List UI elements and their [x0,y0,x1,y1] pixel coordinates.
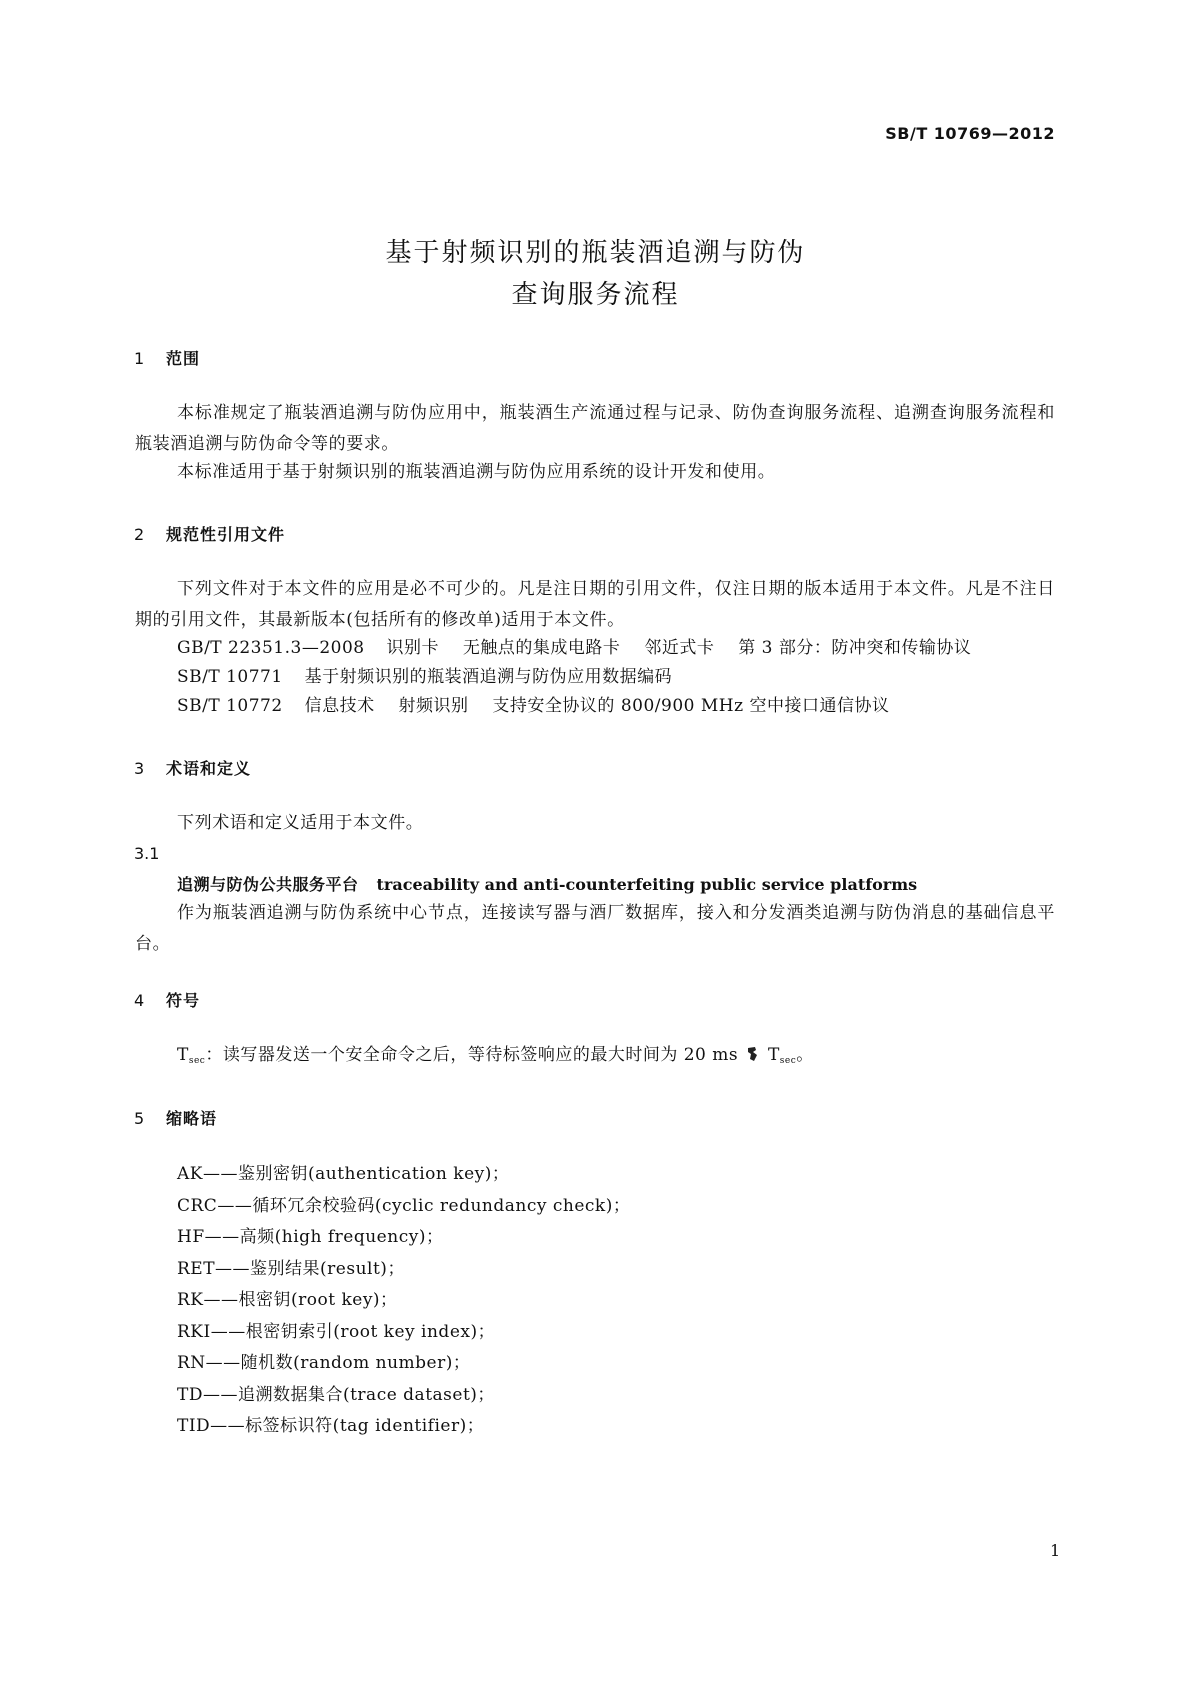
abbreviation-item: TD——追溯数据集合(trace dataset)； [177,1384,495,1405]
reference-title-part: 识别卡 [386,638,440,658]
reference-title-part: 第 3 部分：防冲突和传输协议 [738,638,972,658]
abbreviation-item: RET——鉴别结果(result)； [177,1258,405,1279]
abbreviation-item: RKI——根密钥索引(root key index)； [177,1321,496,1342]
reference-code: SB/T 10771 [177,667,283,687]
reference-code: GB/T 22351.3—2008 [177,638,365,658]
symbol-main: T [177,1045,189,1065]
reference-title-part: 信息技术 [304,696,375,716]
title-line-1: 基于射频识别的瓶装酒追溯与防伪 [385,238,806,268]
abbreviation-item: TID——标签标识符(tag identifier)； [177,1416,485,1436]
abbreviation-list [177,1159,630,1443]
section-title: 范围 [166,349,201,368]
reference-item [177,662,672,692]
symbol-subscript: sec [779,1056,797,1066]
symbol-text: ：读写器发送一个安全命令之后，等待标签响应的最大时间为 20 ms [205,1045,739,1065]
term-title-en: traceability and anti-counterfeiting public service platforms [376,875,918,894]
section-number: 3 [134,759,146,778]
term-clause-number: 3.1 [134,844,160,863]
reference-title-part: 射频识别 [398,696,469,716]
section-1-heading [134,346,200,369]
symbol-definition [177,1040,814,1076]
section-number: 4 [134,991,146,1010]
reference-title-part: 邻近式卡 [644,638,715,658]
term-title-cn: 追溯与防伪公共服务平台 [177,875,359,894]
section-title: 术语和定义 [166,759,252,778]
section-4-heading [134,988,200,1011]
symbol-tail: 。 [796,1045,814,1065]
symbol-subscript: sec [188,1056,206,1066]
section-1-paragraph: 本标准适用于基于射频识别的瓶装酒追溯与防伪应用系统的设计开发和使用。 [177,462,776,482]
section-number: 1 [134,349,146,368]
reference-item [177,633,971,663]
symbol-main: T [767,1045,780,1065]
term-heading [177,872,917,895]
scan-artifact-icon [746,1046,760,1062]
abbreviation-item: AK——鉴别密钥(authentication key)； [177,1164,510,1184]
section-2-intro: 下列文件对于本文件的应用是必不可少的。凡是注日期的引用文件，仅注日期的版本适用于本文件。凡是不注日期的引用文件，其最新版本(包括所有的修改单)适用于本文件。 [135,579,1055,630]
section-title: 规范性引用文件 [166,525,286,544]
section-1-paragraph: 本标准规定了瓶装酒追溯与防伪应用中，瓶装酒生产流通过程与记录、防伪查询服务流程、追溯查询服务流程和瓶装酒追溯与防伪命令等的要求。 [135,403,1055,454]
section-5-heading [134,1106,217,1129]
reference-code: SB/T 10772 [177,696,283,716]
section-number: 2 [134,525,146,544]
abbreviation-item: HF——高频(high frequency)； [177,1227,444,1247]
reference-title-part: 无触点的集成电路卡 [462,638,621,658]
reference-title-part: 基于射频识别的瓶装酒追溯与防伪应用数据编码 [304,667,673,687]
abbreviation-item: RK——根密钥(root key)； [177,1290,398,1310]
section-title: 缩略语 [166,1109,218,1128]
page-number: 1 [1050,1541,1061,1560]
abbreviation-item: CRC——循环冗余校验码(cyclic redundancy check)； [177,1195,631,1216]
reference-title-part: 支持安全协议的 800/900 MHz 空中接口通信协议 [492,696,890,716]
section-number: 5 [134,1109,146,1128]
term-definition: 作为瓶装酒追溯与防伪系统中心节点，连接读写器与酒厂数据库，接入和分发酒类追溯与防伪消息的基础信息平台。 [135,903,1055,954]
standard-number: SB/T 10769—2012 [885,124,1055,143]
abbreviation-item: RN——随机数(random number)； [177,1353,471,1373]
section-2-heading [134,522,285,545]
reference-item [177,691,889,721]
section-title: 符号 [166,991,201,1010]
section-3-intro: 下列术语和定义适用于本文件。 [177,813,424,833]
document-title [0,232,1191,316]
section-3-heading [134,756,251,779]
title-line-2: 查询服务流程 [511,280,680,310]
